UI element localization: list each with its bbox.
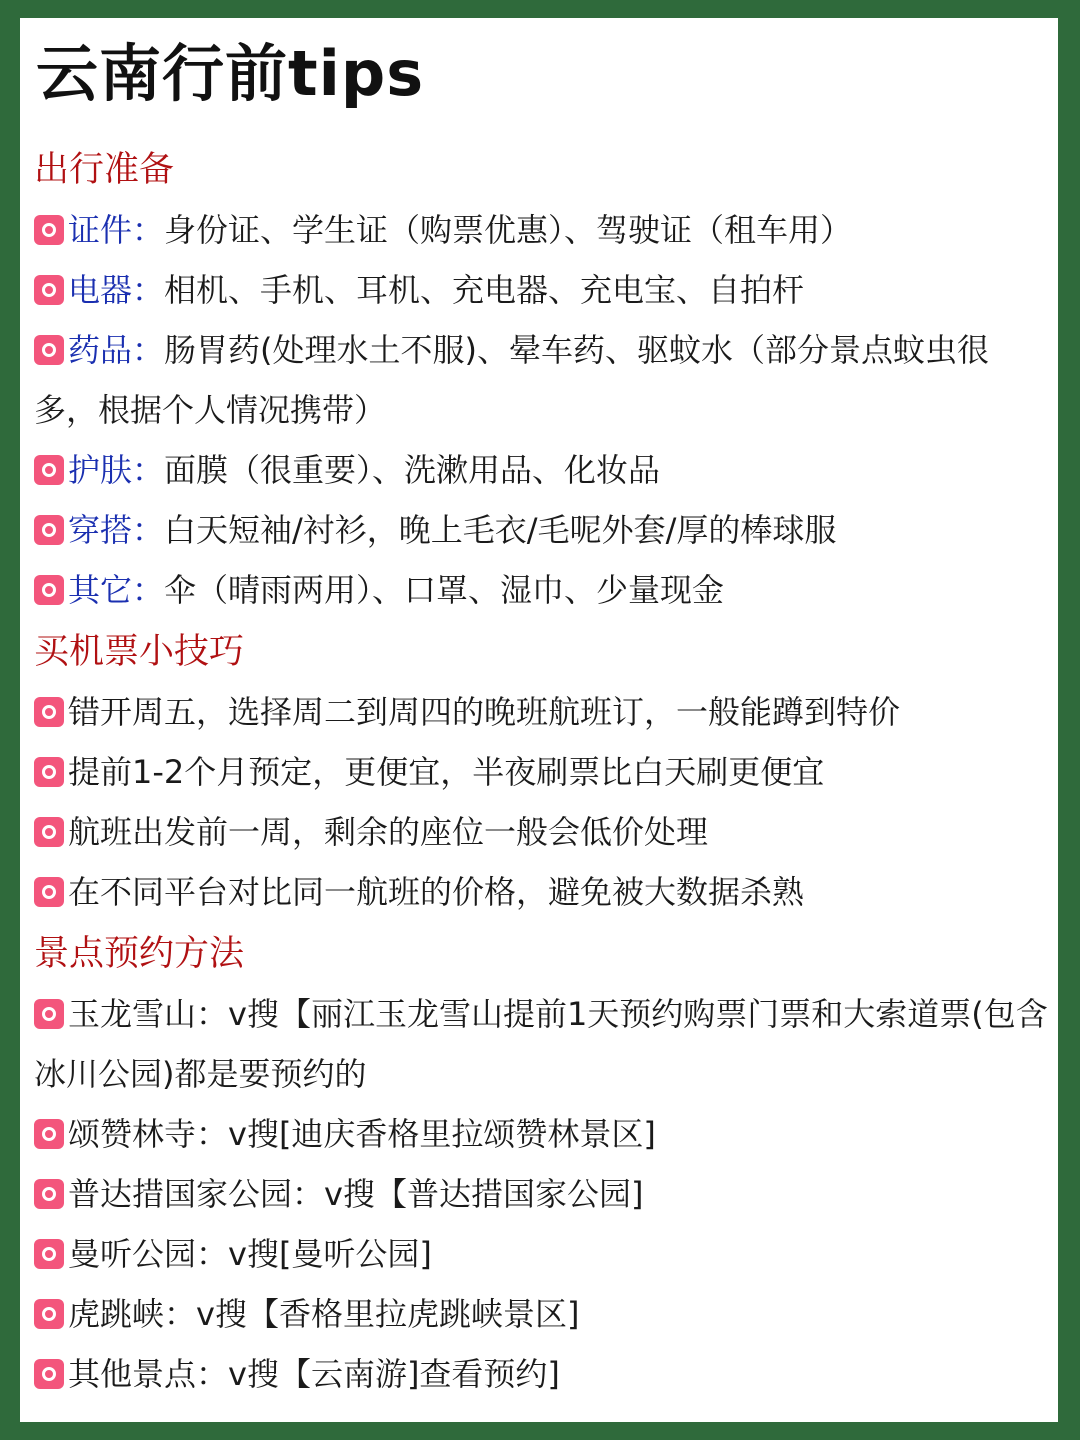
bullet-icon [34, 877, 64, 907]
bullet-icon [34, 1239, 64, 1269]
bullet-icon [34, 1179, 64, 1209]
booking-item [34, 1344, 1048, 1404]
item-key: 电器： [68, 271, 165, 309]
tip-text: 航班出发前一周，剩余的座位一般会低价处理 [68, 813, 709, 851]
ticket-tip [34, 682, 1048, 742]
item-text: 身份证、学生证（购票优惠）、驾驶证（租车用） [164, 211, 853, 249]
bullet-icon [34, 1299, 64, 1329]
item-key: 穿搭： [68, 511, 165, 549]
booking-text: 普达措国家公园：v搜【普达措国家公园] [68, 1175, 644, 1213]
booking-item [34, 1164, 1048, 1224]
section-title-tickets: 买机票小技巧 [34, 632, 245, 672]
section-title-prep: 出行准备 [34, 150, 175, 190]
ticket-tip [34, 802, 1048, 862]
booking-text: 曼听公园：v搜[曼听公园] [68, 1235, 432, 1273]
item-text: 肠胃药(处理水土不服)、晕车药、驱蚊水（部分景点蚊虫很多，根据个人情况携带） [34, 331, 989, 429]
booking-text: 玉龙雪山：v搜【丽江玉龙雪山提前1天预约购票门票和大索道票(包含冰川公园)都是要预约的 [34, 995, 1048, 1093]
item-text: 伞（晴雨两用）、口罩、湿巾、少量现金 [164, 571, 725, 609]
page-title: 云南行前tips [36, 37, 425, 110]
bullet-icon [34, 1359, 64, 1389]
prep-item-outfit [34, 500, 1048, 560]
prep-item-electronics [34, 260, 1048, 320]
item-text: 相机、手机、耳机、充电器、充电宝、自拍杆 [164, 271, 805, 309]
booking-item [34, 984, 1048, 1104]
booking-text: 其他景点：v搜【云南游]查看预约] [68, 1355, 560, 1393]
tip-text: 在不同平台对比同一航班的价格，避免被大数据杀熟 [68, 873, 805, 911]
bullet-icon [34, 515, 64, 545]
bullet-icon [34, 215, 64, 245]
bullet-icon [34, 697, 64, 727]
note-content [34, 140, 1048, 1404]
ticket-tip [34, 862, 1048, 922]
bullet-icon [34, 999, 64, 1029]
booking-item [34, 1104, 1048, 1164]
booking-text: 颂赞林寺：v搜[迪庆香格里拉颂赞林景区] [68, 1115, 656, 1153]
bullet-icon [34, 275, 64, 305]
booking-item [34, 1224, 1048, 1284]
item-key: 其它： [68, 571, 165, 609]
bullet-icon [34, 335, 64, 365]
tip-text: 提前1-2个月预定，更便宜，半夜刷票比白天刷更便宜 [68, 753, 825, 791]
booking-text: 虎跳峡：v搜【香格里拉虎跳峡景区] [68, 1295, 580, 1333]
item-key: 护肤： [68, 451, 165, 489]
item-key: 证件： [68, 211, 165, 249]
bullet-icon [34, 575, 64, 605]
prep-item-other [34, 560, 1048, 620]
prep-item-medicine [34, 320, 1048, 440]
section-title-booking: 景点预约方法 [34, 934, 245, 974]
prep-item-documents [34, 200, 1048, 260]
item-key: 药品： [68, 331, 165, 369]
prep-item-skincare [34, 440, 1048, 500]
item-text: 面膜（很重要）、洗漱用品、化妆品 [164, 451, 661, 489]
ticket-tip [34, 742, 1048, 802]
bullet-icon [34, 455, 64, 485]
note-card [20, 18, 1058, 1422]
bullet-icon [34, 817, 64, 847]
item-text: 白天短袖/衬衫，晚上毛衣/毛呢外套/厚的棒球服 [164, 511, 837, 549]
bullet-icon [34, 757, 64, 787]
tip-text: 错开周五，选择周二到周四的晚班航班订，一般能蹲到特价 [68, 693, 901, 731]
booking-item [34, 1284, 1048, 1344]
bullet-icon [34, 1119, 64, 1149]
